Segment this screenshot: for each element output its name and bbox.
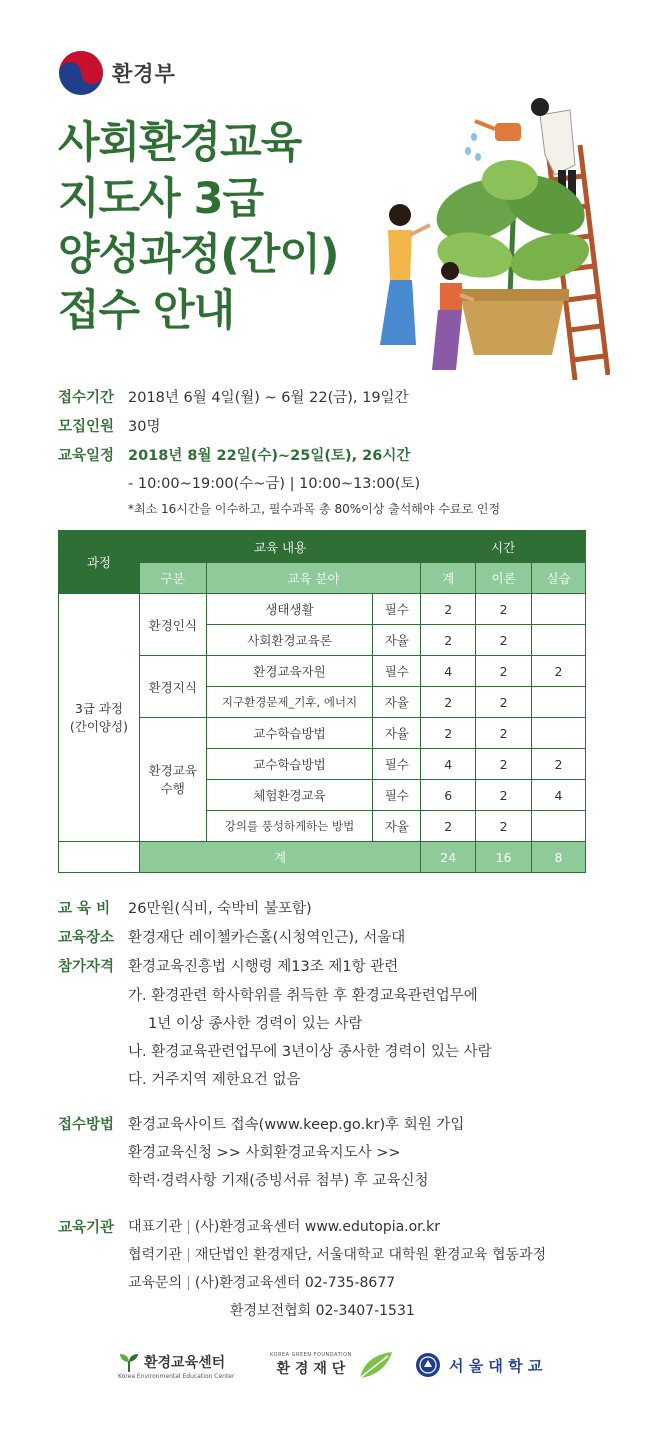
sum-label: 계 (139, 842, 420, 873)
fee-label: 교 육 비 (58, 901, 111, 917)
ministry-name: 환경부 (112, 62, 176, 86)
page-title-line-1: 사회환경교육 (58, 118, 302, 168)
apply-line: 환경교육신청 >> 사회환경교육지도사 >> (128, 1145, 401, 1161)
total-cell: 2 (421, 811, 476, 842)
water-drops-icon (465, 133, 481, 161)
practice-cell (532, 625, 586, 656)
person-standing-icon (380, 204, 430, 345)
table-row (59, 594, 586, 625)
apply-line: 학력·경력사항 기재(증빙서류 첨부) 후 교육신청 (128, 1173, 429, 1189)
header-course: 과정 (59, 531, 140, 594)
eligibility-line: 가. 환경관련 학사학위를 취득한 후 환경교육관련업무에 (128, 988, 478, 1004)
category-name-2: 수행 (160, 780, 185, 796)
org-row (128, 1272, 395, 1292)
type-cell: 필수 (373, 780, 421, 811)
foundation-name: 환 경 재 단 (276, 1361, 346, 1377)
gardening-illustration (370, 95, 610, 385)
field-cell: 사회환경교육론 (206, 625, 373, 656)
field-cell: 강의를 풍성하게하는 방법 (206, 811, 373, 842)
total-cell: 6 (421, 780, 476, 811)
field-cell: 지구환경문제_기후, 에너지 (206, 687, 373, 718)
logo-foundation (270, 1350, 394, 1380)
org-value: 재단법인 환경재단, 서울대학교 대학원 환경교육 협동과정 (194, 1247, 547, 1263)
foundation-name-en: KOREA GREEN FOUNDATION (270, 1352, 352, 1358)
info-value-schedule-hours: - 10:00~19:00(수~금) | 10:00~13:00(토) (128, 476, 421, 492)
table-total-row (59, 842, 586, 873)
info-label-schedule: 교육일정 (58, 448, 115, 464)
snu-name: 서 울 대 학 교 (449, 1356, 543, 1375)
category-name: 환경교육 (148, 762, 197, 778)
practice-cell (532, 718, 586, 749)
type-cell: 자율 (373, 687, 421, 718)
type-cell: 필수 (373, 749, 421, 780)
field-cell: 교수학습방법 (206, 718, 373, 749)
course-table (58, 530, 586, 873)
field-cell: 생태생활 (206, 594, 373, 625)
type-cell: 자율 (373, 625, 421, 656)
page-title-line-2: 지도사 3급 (58, 174, 264, 224)
apply-label: 접수방법 (58, 1117, 115, 1133)
fee-value: 26만원(식비, 숙박비 불포함) (128, 901, 312, 917)
theory-cell: 2 (476, 656, 532, 687)
eligibility-label: 참가자격 (58, 959, 115, 975)
logo-education-center (118, 1352, 234, 1380)
practice-cell: 2 (532, 749, 586, 780)
ministry-logo (58, 50, 176, 96)
page-title-line-3: 양성과정(간이) (58, 230, 339, 280)
header-time: 시간 (421, 531, 586, 563)
table-header-row-1 (59, 531, 586, 563)
practice-cell (532, 811, 586, 842)
page-title-line-4: 접수 안내 (58, 286, 235, 336)
divider: | (186, 1247, 191, 1263)
org-row (128, 1216, 440, 1236)
type-cell: 필수 (373, 594, 421, 625)
sum-total: 24 (421, 842, 476, 873)
total-cell: 2 (421, 625, 476, 656)
info-label-capacity: 모집인원 (58, 419, 115, 435)
type-cell: 필수 (373, 656, 421, 687)
total-cell: 4 (421, 749, 476, 780)
course-name-sub: (간이양성) (69, 718, 128, 734)
info-label-period: 접수기간 (58, 390, 115, 406)
total-cell: 2 (421, 594, 476, 625)
info-value-capacity: 30명 (128, 419, 161, 435)
logo-snu (415, 1352, 542, 1378)
eligibility-line: 나. 환경교육관련업무에 3년이상 종사한 경력이 있는 사람 (128, 1044, 492, 1060)
category-cell (139, 718, 206, 842)
total-cell: 2 (421, 687, 476, 718)
sprout-icon (118, 1352, 140, 1372)
course-name: 3급 과정 (74, 700, 123, 716)
center-name-en: Korea Environmental Education Center (118, 1373, 235, 1380)
taegeuk-emblem-icon (58, 50, 104, 96)
header-category: 구분 (139, 563, 206, 594)
sum-theory: 16 (476, 842, 532, 873)
header-practice: 실습 (532, 563, 586, 594)
total-cell: 2 (421, 718, 476, 749)
org-value: (사)환경교육센터 02-735-8677 (194, 1275, 396, 1291)
org-value: (사)환경교육센터 www.edutopia.or.kr (194, 1219, 440, 1235)
total-cell: 4 (421, 656, 476, 687)
header-content: 교육 내용 (139, 531, 420, 563)
field-cell: 환경교육자원 (206, 656, 373, 687)
eligibility-line: 1년 이상 종사한 경력이 있는 사람 (148, 1016, 363, 1032)
category-cell: 환경지식 (139, 656, 206, 718)
course-name-cell (59, 594, 140, 842)
practice-cell: 4 (532, 780, 586, 811)
divider: | (186, 1219, 191, 1235)
theory-cell: 2 (476, 625, 532, 656)
type-cell: 자율 (373, 811, 421, 842)
org-row (128, 1244, 546, 1264)
venue-label: 교육장소 (58, 930, 115, 946)
field-cell: 체험환경교육 (206, 780, 373, 811)
sum-practice: 8 (532, 842, 586, 873)
center-name: 환경교육센터 (144, 1355, 226, 1371)
field-cell: 교수학습방법 (206, 749, 373, 780)
header-field: 교육 분야 (206, 563, 421, 594)
eligibility-line: 환경교육진흥법 시행령 제13조 제1항 관련 (128, 959, 399, 975)
leaf-icon (358, 1350, 394, 1380)
theory-cell: 2 (476, 718, 532, 749)
apply-line: 환경교육사이트 접속(www.keep.go.kr)후 회원 가입 (128, 1117, 465, 1133)
flower-pot-icon (460, 295, 565, 355)
info-value-period: 2018년 6월 4일(월) ~ 6월 22(금), 19일간 (128, 390, 409, 406)
theory-cell: 2 (476, 749, 532, 780)
type-cell: 자율 (373, 718, 421, 749)
org-key: 대표기관 (128, 1219, 183, 1235)
info-note: *최소 16시간을 이수하고, 필수과목 총 80%이상 출석해야 수료로 인정 (128, 502, 501, 516)
eligibility-line: 다. 거주지역 제한요건 없음 (128, 1072, 301, 1088)
theory-cell: 2 (476, 811, 532, 842)
theory-cell: 2 (476, 780, 532, 811)
total-blank-cell (59, 842, 140, 873)
org-label: 교육기관 (58, 1220, 115, 1236)
org-extra: 환경보전협회 02-3407-1531 (230, 1303, 415, 1319)
header-theory: 이론 (476, 563, 532, 594)
info-value-schedule: 2018년 8월 22일(수)~25일(토), 26시간 (128, 448, 411, 464)
org-key: 교육문의 (128, 1275, 183, 1291)
practice-cell: 2 (532, 656, 586, 687)
venue-value: 환경재단 레이첼카슨홀(시청역인근), 서울대 (128, 930, 406, 946)
divider: | (186, 1275, 191, 1291)
theory-cell: 2 (476, 594, 532, 625)
org-key: 협력기관 (128, 1247, 183, 1263)
practice-cell (532, 594, 586, 625)
header-total: 계 (421, 563, 476, 594)
snu-emblem-icon (415, 1352, 441, 1378)
category-cell: 환경인식 (139, 594, 206, 656)
practice-cell (532, 687, 586, 718)
theory-cell: 2 (476, 687, 532, 718)
